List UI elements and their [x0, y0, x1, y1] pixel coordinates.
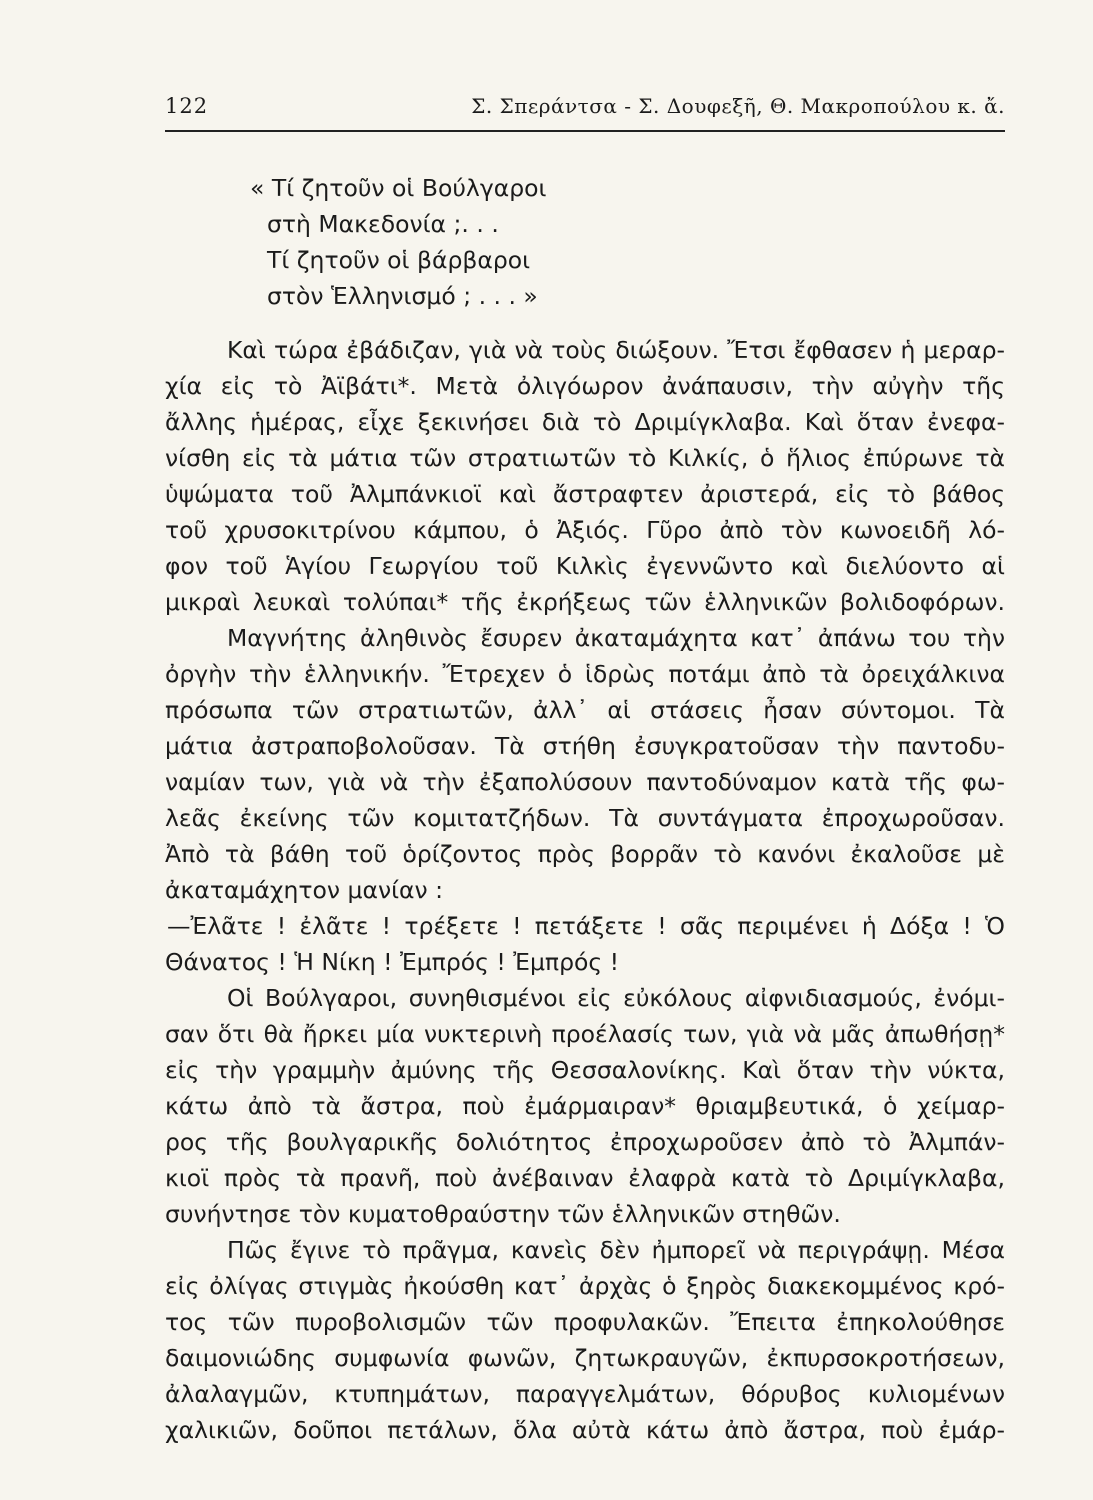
page-number: 122	[165, 94, 209, 118]
running-head: Σ. Σπεράντσα - Σ. Δουφεξῆ, Θ. Μακροπούλου κ. ἄ.	[471, 94, 1005, 118]
text-line: χαλικιῶν, δοῦποι πετάλων, ὅλα αὐτὰ κάτω ἀπὸ ἄστρα, ποὺ ἐμάρ-	[165, 1416, 1005, 1444]
text-line: ἄλλης ἡμέρας, εἶχε ξεκινήσει διὰ τὸ Δριμίγκλαβα. Καὶ ὅταν ἐνεφα-	[165, 408, 1005, 436]
text-line: λεᾶς ἐκείνης τῶν κομιτατζήδων. Τὰ συντάγματα ἐπροχωροῦσαν.	[165, 804, 1005, 832]
text-line: σαν ὅτι θὰ ἤρκει μία νυκτερινὴ προέλασίς των, γιὰ νὰ μᾶς ἀπωθήσῃ*	[165, 1020, 1005, 1048]
text-line: Οἱ Βούλγαροι, συνηθισμένοι εἰς εὐκόλους αἰφνιδιασμούς, ἐνόμι-	[227, 984, 1005, 1012]
header-rule	[165, 130, 1005, 132]
text-line: Ἀπὸ τὰ βάθη τοῦ ὁρίζοντος πρὸς βορρᾶν τὸ κανόνι ἐκαλοῦσε μὲ	[165, 840, 1005, 868]
text-line: νίσθη εἰς τὰ μάτια τῶν στρατιωτῶν τὸ Κιλκίς, ὁ ἥλιος ἐπύρωνε τὰ	[165, 444, 1005, 472]
text-line: κιοϊ πρὸς τὰ πρανῆ, ποὺ ἀνέβαιναν ἐλαφρὰ κατὰ τὸ Δριμίγκλαβα,	[165, 1164, 1005, 1192]
text-line: πρόσωπα τῶν στρατιωτῶν, ἀλλ᾿ αἱ στάσεις ἦσαν σύντομοι. Τὰ	[165, 696, 1005, 724]
text-line: ναμίαν των, γιὰ νὰ τὴν ἐξαπολύσουν παντοδύναμον κατὰ τῆς φω-	[165, 768, 1005, 796]
text-line: —Ἐλᾶτε ! ἐλᾶτε ! τρέξετε ! πετάξετε ! σᾶς περιμένει ἡ Δόξα ! Ὁ	[167, 912, 1005, 940]
text-line: χία εἰς τὸ Ἀϊβάτι*. Μετὰ ὀλιγόωρον ἀνάπαυσιν, τὴν αὐγὴν τῆς	[165, 372, 1005, 400]
text-line: ρος τῆς βουλγαρικῆς δολιότητος ἐπροχωροῦσεν ἀπὸ τὸ Ἀλμπάν-	[165, 1128, 1005, 1156]
poem-line: στὴ Μακεδονία ;. . .	[267, 210, 499, 238]
text-line: τοῦ χρυσοκιτρίνου κάμπου, ὁ Ἀξιός. Γῦρο ἀπὸ τὸν κωνοειδῆ λό-	[165, 516, 1005, 544]
text-line: ἀκαταμάχητον μανίαν :	[165, 876, 444, 904]
text-line: Μαγνήτης ἀληθινὸς ἔσυρεν ἀκαταμάχητα κατ᾿ ἀπάνω του τὴν	[227, 624, 1005, 652]
text-line: εἰς ὀλίγας στιγμὰς ἠκούσθη κατ᾿ ἀρχὰς ὁ ξηρὸς διακεκομμένος κρό-	[165, 1272, 1005, 1300]
text-line: μάτια ἀστραποβολοῦσαν. Τὰ στήθη ἐσυγκρατοῦσαν τὴν παντοδυ-	[165, 732, 1005, 760]
text-line: τος τῶν πυροβολισμῶν τῶν προφυλακῶν. Ἔπειτα ἐπηκολούθησε	[165, 1308, 1005, 1336]
text-line: ὑψώματα τοῦ Ἀλμπάνκιοϊ καὶ ἄστραφτεν ἀριστερά, εἰς τὸ βάθος	[165, 480, 1005, 508]
poem-line: στὸν Ἑλληνισμό ; . . . »	[267, 282, 538, 310]
text-line: δαιμονιώδης συμφωνία φωνῶν, ζητωκραυγῶν, ἐκπυρσοκροτήσεων,	[165, 1344, 1005, 1372]
text-line: Καὶ τώρα ἐβάδιζαν, γιὰ νὰ τοὺς διώξουν. Ἔτσι ἔφθασεν ἡ μεραρ-	[227, 336, 1005, 364]
page-header	[165, 92, 1005, 132]
text-line: κάτω ἀπὸ τὰ ἄστρα, ποὺ ἐμάρμαιραν* θριαμβευτικά, ὁ χείμαρ-	[165, 1092, 1005, 1120]
poem-quote	[250, 170, 546, 314]
poem-line: Τί ζητοῦν οἱ βάρβαροι	[267, 246, 531, 274]
poem-line: « Τί ζητοῦν οἱ Βούλγαροι	[250, 174, 547, 202]
text-line: συνήντησε τὸν κυματοθραύστην τῶν ἑλληνικῶν στηθῶν.	[165, 1200, 841, 1228]
text-line: Πῶς ἔγινε τὸ πρᾶγμα, κανεὶς δὲν ἠμπορεῖ νὰ περιγράψῃ. Μέσα	[227, 1236, 1005, 1264]
text-line: ἀλαλαγμῶν, κτυπημάτων, παραγγελμάτων, θόρυβος κυλιομένων	[165, 1380, 1005, 1408]
body-text	[165, 332, 1005, 1448]
text-line: Θάνατος ! Ἡ Νίκη ! Ἐμπρός ! Ἐμπρός !	[165, 948, 620, 976]
text-line: ὀργὴν τὴν ἑλληνικήν. Ἔτρεχεν ὁ ἱδρὼς ποτάμι ἀπὸ τὰ ὀρειχάλκινα	[165, 660, 1005, 688]
text-line: φον τοῦ Ἁγίου Γεωργίου τοῦ Κιλκὶς ἐγεννῶντο καὶ διελύοντο αἱ	[165, 552, 1005, 580]
text-line: εἰς τὴν γραμμὴν ἀμύνης τῆς Θεσσαλονίκης. Καὶ ὅταν τὴν νύκτα,	[165, 1056, 1005, 1084]
text-line: μικραὶ λευκαὶ τολύπαι* τῆς ἐκρήξεως τῶν ἑλληνικῶν βολιδοφόρων.	[165, 588, 1005, 616]
